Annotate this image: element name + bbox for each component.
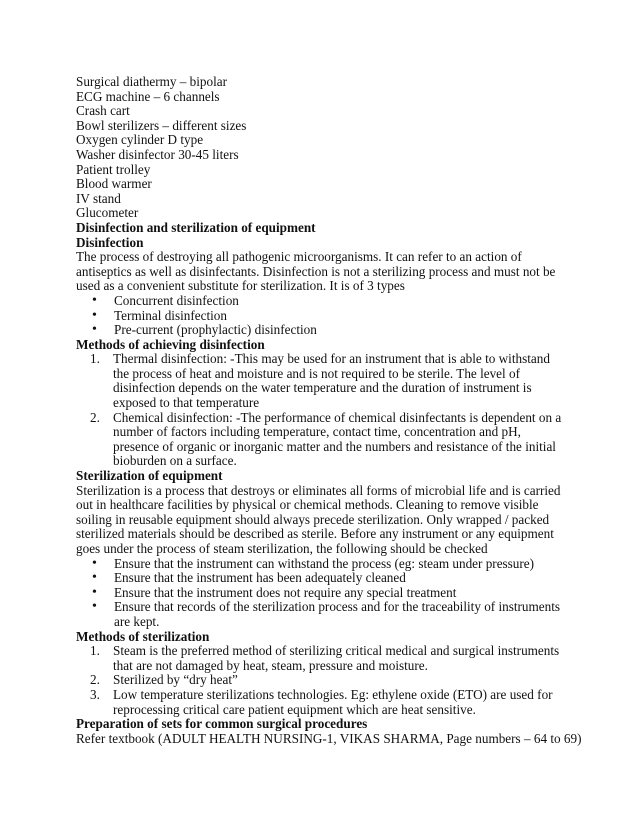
list-item-text: Sterilized by “dry heat” [113,672,238,688]
methods-disinfection-list [76,352,566,469]
list-item: • Terminal disinfection [90,309,566,324]
list-item-text: Chemical disinfection: -The performance of chemical disinfectants is dependent on a number of factors including temperature, contact time, concentration and pH, presence of organic or inorganic matter and the numbers and resistance of the initial bioburden on a surface. [113,409,562,469]
list-item: • Pre-current (prophylactic) disinfection [90,323,566,338]
list-item: • Ensure that the instrument has been adequately cleaned [90,571,566,586]
equipment-item: Washer disinfector 30-45 liters [76,146,239,162]
section-title: Disinfection and sterilization of equipment [76,219,316,235]
list-item-text: Low temperature sterilizations technologies. Eg: ethylene oxide (ETO) are used for reprocessing critical care patient equipment which are heat sensitive. [113,686,553,717]
list-item-text: Steam is the preferred method of sterilizing critical medical and surgical instruments that are not damaged by heat, steam, pressure and moisture. [113,643,560,673]
list-number: 2. [90,409,100,425]
equipment-list [76,75,566,221]
equipment-item: Glucometer [76,205,139,221]
equipment-item: IV stand [76,190,121,206]
document-page [76,74,582,746]
list-item: • Ensure that the instrument does not require any special treatment [90,586,566,601]
list-item [90,688,566,717]
disinfection-heading: Disinfection [76,234,144,250]
sterilization-paragraph: Sterilization is a process that destroys or eliminates all forms of microbial life and is carried out in healthcare facilities by physical or chemical methods. Cleaning to remove visible soiling in reusable equipment should always precede sterilization. Only wrapped / packed sterilized materials should be described as sterile. Before any instrument or any equipment goes under the process of steam sterilization, the following should be checked [76,482,561,556]
disinfection-paragraph: The process of destroying all pathogenic microorganisms. It can refer to an action of antiseptics as well as disinfectants. Disinfection is not a sterilizing process and must not be used as a convenient substitute for sterilization. It is of 3 types [76,249,556,294]
equipment-item: Blood warmer [76,176,152,192]
list-item [90,644,566,673]
list-number: 3. [90,686,100,702]
sterilization-heading: Sterilization of equipment [76,468,223,484]
preparation-reference: Refer textbook (ADULT HEALTH NURSING-1, VIKAS SHARMA, Page numbers – 64 to 69) [76,730,582,746]
equipment-item: Crash cart [76,103,130,119]
equipment-item: Bowl sterilizers – different sizes [76,117,247,133]
list-number: 2. [90,672,100,688]
equipment-item: ECG machine – 6 channels [76,88,220,104]
sterilization-checks-list [76,557,566,630]
methods-sterilization-list [76,644,566,717]
list-number: 1. [90,643,100,659]
equipment-item: Patient trolley [76,161,151,177]
disinfection-types-list [76,294,566,338]
preparation-heading: Preparation of sets for common surgical procedures [76,716,368,732]
methods-disinfection-heading: Methods of achieving disinfection [76,336,265,352]
list-item [90,352,566,410]
list-item [90,673,566,688]
equipment-item: Oxygen cylinder D type [76,132,204,148]
list-item-text: Thermal disinfection: -This may be used for an instrument that is able to withstand the process of heat and moisture and is not required to be sterile. The level of disinfection depends on the water temperature and the duration of instrument is exposed to that temperature [113,351,550,411]
list-item: • Ensure that records of the sterilization process and for the traceability of instruments are kept. [90,600,566,629]
equipment-item: Surgical diathermy – bipolar [76,74,228,89]
list-item [90,411,566,469]
list-number: 1. [90,351,100,367]
methods-sterilization-heading: Methods of sterilization [76,628,210,644]
list-item: • Concurrent disinfection [90,294,566,309]
list-item: • Ensure that the instrument can withstand the process (eg: steam under pressure) [90,557,566,572]
